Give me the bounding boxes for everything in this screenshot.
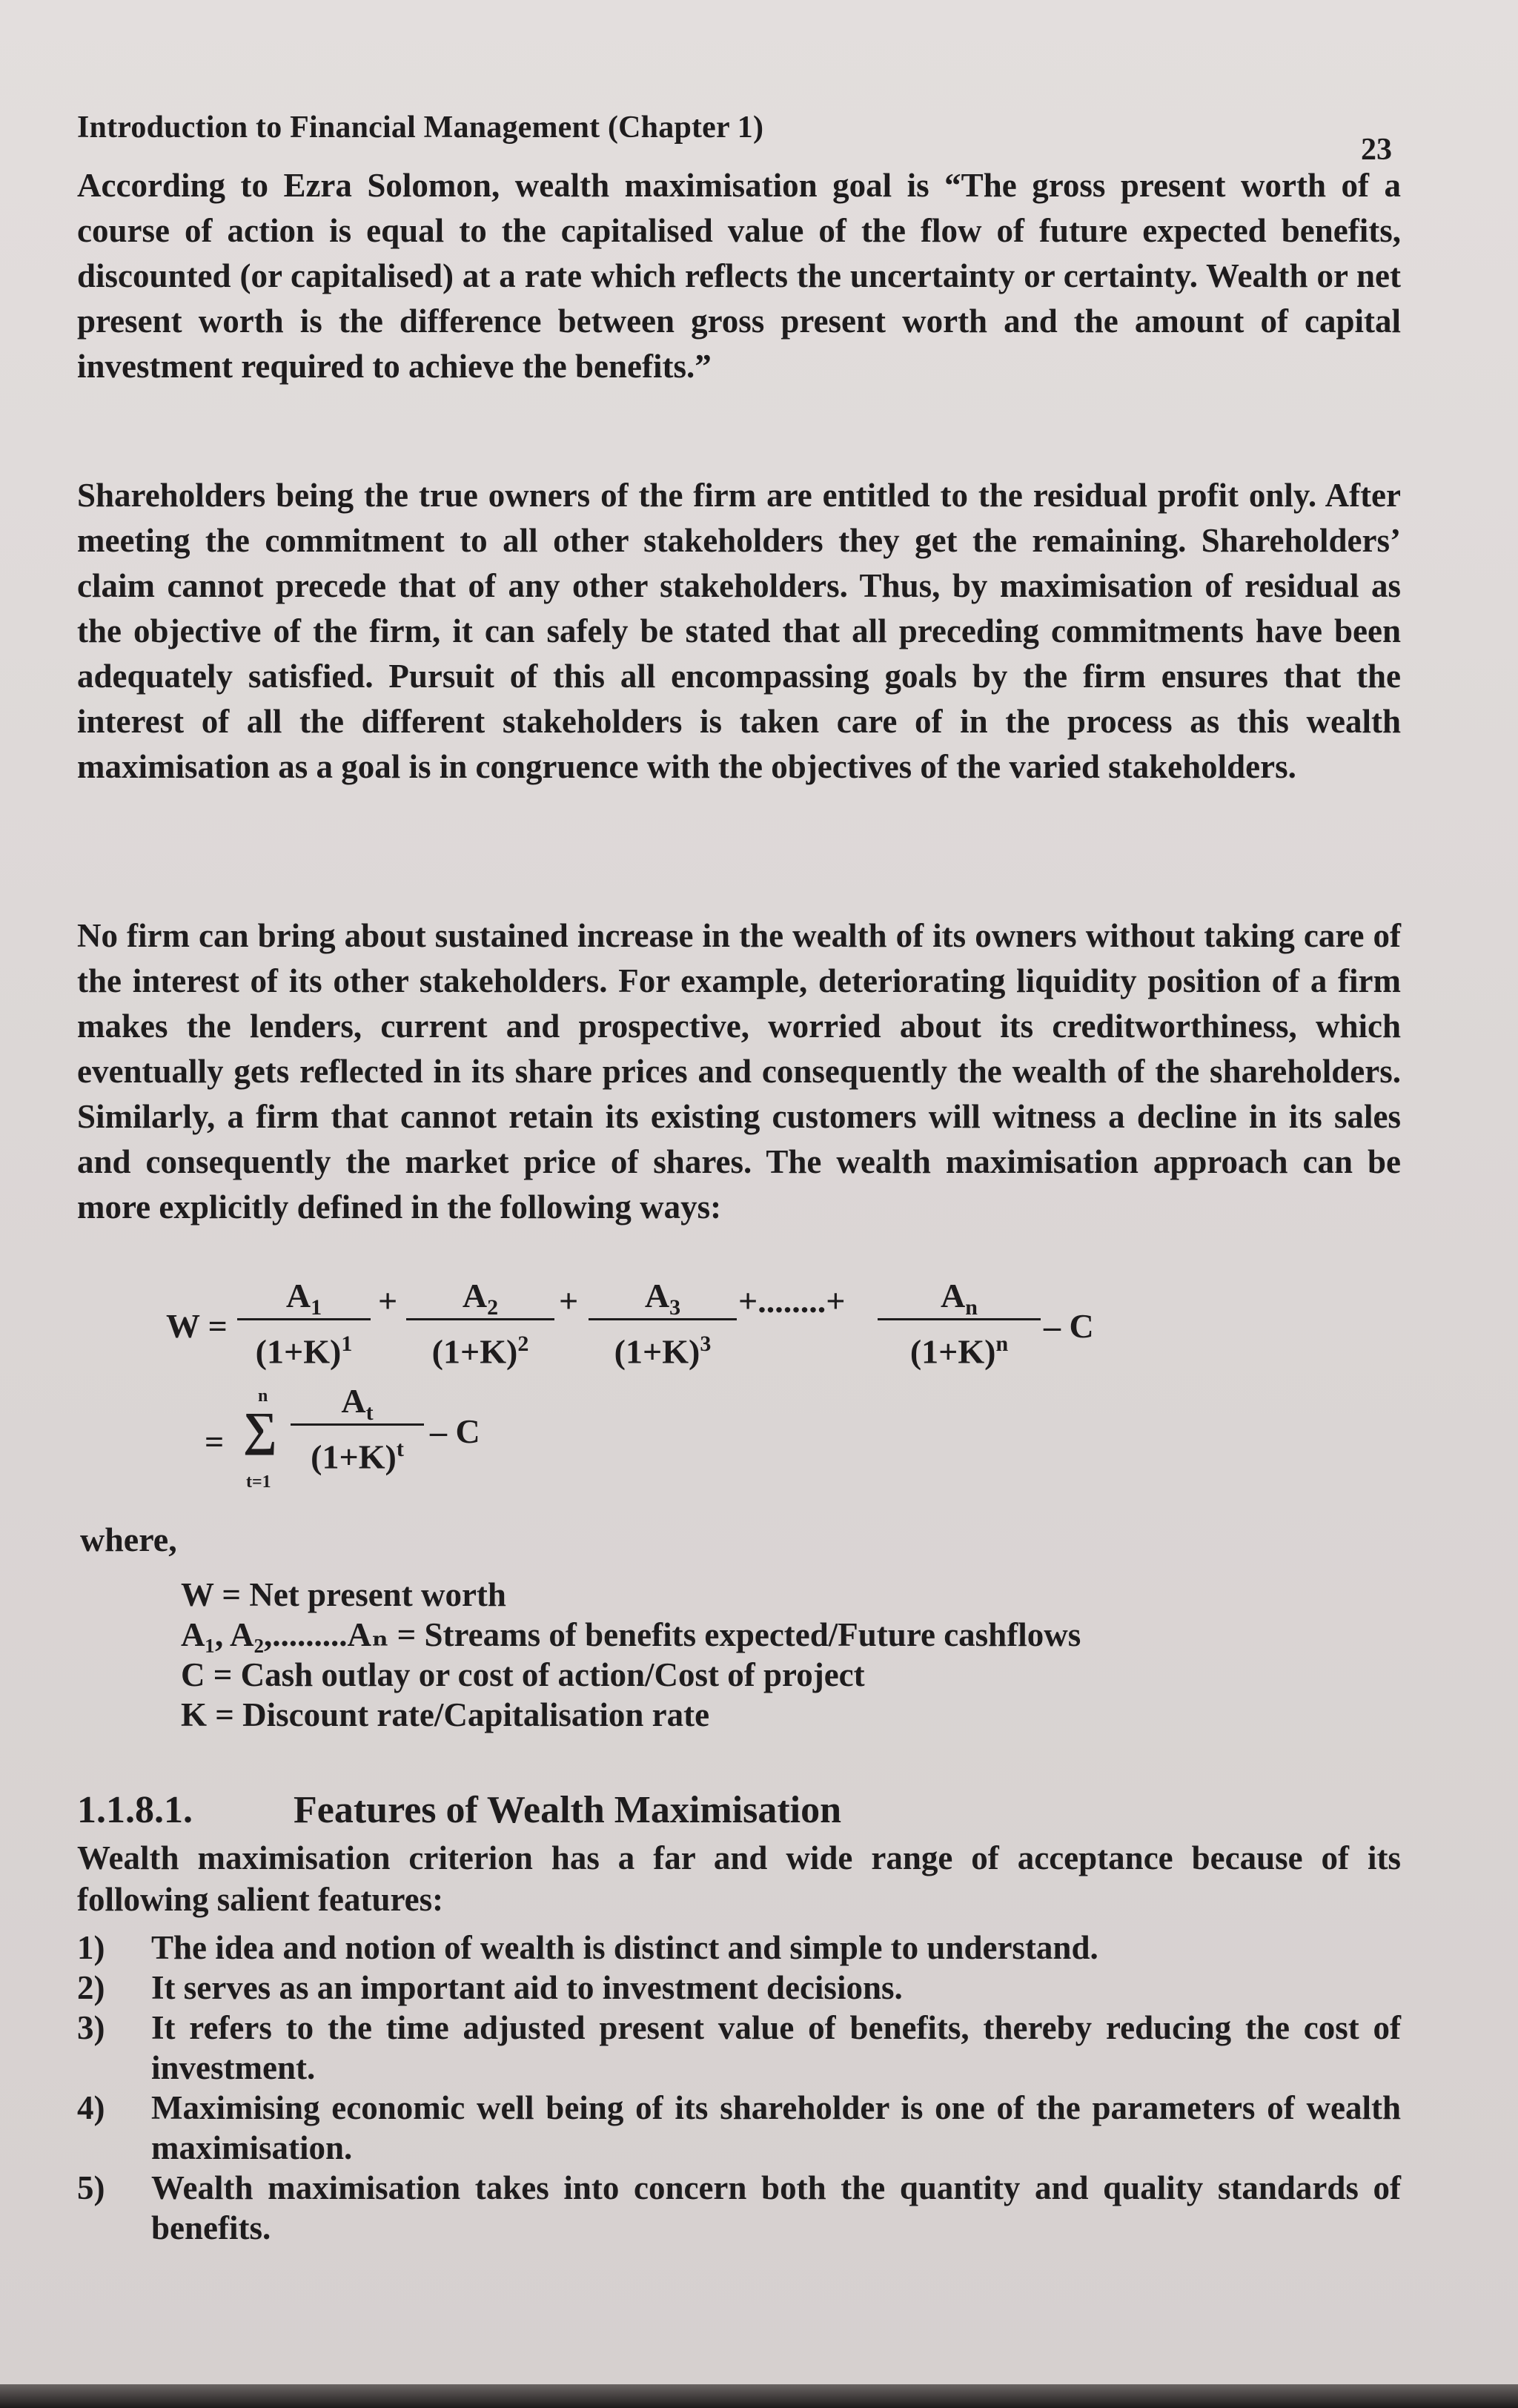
formula-minus-c: – C	[1044, 1307, 1094, 1345]
sigma-upper-limit: n	[258, 1386, 268, 1406]
list-item	[77, 1928, 1401, 1968]
list-marker: 1)	[77, 1929, 105, 1966]
sigma-symbol: ∑	[243, 1403, 277, 1455]
definition-k: K = Discount rate/Capitalisation rate	[181, 1696, 710, 1733]
formula-plus: +	[559, 1282, 579, 1320]
page-bottom-shadow	[0, 2384, 1518, 2408]
list-marker: 5)	[77, 2169, 105, 2206]
formula-equals: =	[205, 1423, 225, 1461]
formula-lhs: W =	[166, 1307, 228, 1345]
section-intro: Wealth maximisation criterion has a far and wide range of acceptance because of its following salient features:	[77, 1839, 1401, 1918]
list-marker: 3)	[77, 2009, 105, 2046]
formula-term-n: $A_n$ $(1+K)^n$	[878, 1275, 1041, 1365]
list-item-text: Maximising economic well being of its shareholder is one of the parameters of wealth maximisation.	[151, 2089, 1401, 2166]
paragraph-text: wealth maximisation goal is “The gross present worth of a course of action is equal to the capitalised value of the flow of future expected benefits, discounted (or capitalised) at a rate which reflects the uncertainty or certainty. Wealth or net present worth is the difference between gross present worth and the amount of capital investment required to achieve the benefits.”	[77, 167, 1401, 385]
section-heading	[77, 1788, 841, 1832]
list-item-text: Wealth maximisation takes into concern both the quantity and quality standards of benefits.	[151, 2169, 1401, 2246]
running-header-title: Introduction to Financial Management (Chapter 1)	[77, 110, 764, 145]
list-item-text: The idea and notion of wealth is distinct and simple to understand.	[151, 1929, 1098, 1966]
list-item	[77, 2168, 1401, 2248]
paragraph-text: deteriorating liquidity position of a firm makes the lenders, current and prospective, worried about its creditworthiness, which eventually gets reflected in its share prices and consequently the wealth of the shareholders. Similarly, a firm that cannot retain its existing customers will witness a decline in its sales and consequently the market price of shares. The wealth maximisation approach can be more explicitly defined in the following ways:	[77, 962, 1401, 1226]
wealth-formula	[166, 1275, 1130, 1512]
formula-sum-term: $A_t$ $(1+K)^t$	[291, 1380, 424, 1470]
sigma-lower-limit: t=1	[246, 1472, 271, 1492]
section-number: 1.1.8.1.	[77, 1789, 193, 1831]
list-item	[77, 1968, 1401, 2008]
formula-term-1: $A_1$ $(1+K)^1$	[237, 1275, 371, 1365]
formula-ellipsis-plus: +........+	[738, 1282, 846, 1320]
list-item-text: It refers to the time adjusted present value of benefits, thereby reducing the cost of investment.	[151, 2009, 1401, 2086]
paragraph-solomon-definition	[77, 163, 1401, 389]
page-number: 23	[1361, 133, 1392, 167]
paragraph-text: No firm can bring about sustained increase in the wealth of its owners without taking care of the interest of its other stakeholders.	[77, 917, 1401, 999]
formula-plus: +	[378, 1282, 398, 1320]
section-title: Features of Wealth Maximisation	[294, 1789, 842, 1831]
formula-minus-c: – C	[430, 1412, 480, 1450]
list-item	[77, 2008, 1401, 2088]
paragraph-emphasis: For example,	[618, 962, 808, 999]
formula-term-3: $A_3$ $(1+K)^3$	[589, 1275, 737, 1365]
list-marker: 2)	[77, 1969, 105, 2006]
definition-c: C = Cash outlay or cost of action/Cost of project	[181, 1656, 865, 1693]
list-item	[77, 2088, 1401, 2168]
list-item-text: It serves as an important aid to investment decisions.	[151, 1969, 903, 2006]
definition-a: A₁, A₂,.........Aₙ = Streams of benefits expected/Future cashflows	[181, 1616, 1081, 1653]
definition-w: W = Net present worth	[181, 1576, 506, 1613]
formula-term-2: $A_2$ $(1+K)^2$	[406, 1275, 554, 1365]
paragraph-stakeholders	[77, 913, 1401, 1230]
where-label: where,	[80, 1521, 177, 1558]
paragraph-lead: According to Ezra Solomon,	[77, 167, 500, 204]
formula-definitions	[181, 1575, 1081, 1735]
features-list	[77, 1928, 1401, 2248]
list-marker: 4)	[77, 2089, 105, 2126]
paragraph-shareholders: Shareholders being the true owners of the firm are entitled to the residual profit only. After meeting the commitment to all other stakeholders they get the remaining. Shareholders’ claim cannot precede that of any other stakeholders. Thus, by maximisation of residual as the objective of the firm, it can safely be stated that all preceding commitments have been adequately satisfied. Pursuit of this all encompassing goals by the firm ensures that the interest of all the different stakeholders is taken care of in the process as this wealth maximisation as a goal is in congruence with the objectives of the varied stakeholders.	[77, 477, 1401, 785]
